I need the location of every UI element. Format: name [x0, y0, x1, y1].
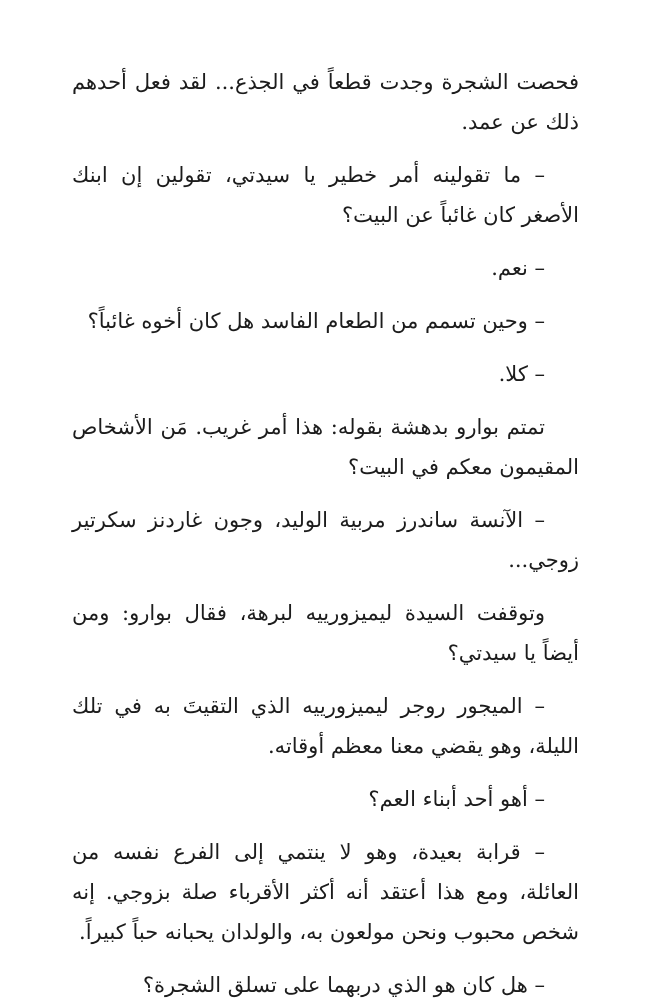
paragraph-dialogue-poisoned: – وحين تسمم من الطعام الفاسد هل كان أخوه غائباً؟	[87, 309, 545, 333]
paragraph-dialogue-distant-relative: – قرابة بعيدة، وهو لا ينتمي إلى الفرع نفسه من العائلة، ومع هذا أعتقد أنه أكثر الأقرباء صلة بزوجي. إنه شخص محبوب ونحن مولعون به، والولدان يحبانه حباً كبيراً.	[72, 840, 579, 944]
paragraph-lady-pause: وتوقفت السيدة ليميزورييه لبرهة، فقال بوارو: ومن أيضاً يا سيدتي؟	[72, 601, 579, 665]
paragraph-poirot-question: تمتم بوارو بدهشة بقوله: هذا أمر غريب. مَن الأشخاص المقيمون معكم في البيت؟	[72, 415, 579, 479]
paragraph-dialogue-no: – كلا.	[498, 362, 545, 386]
paragraph-dialogue-major-roger: – الميجور روجر ليميزورييه الذي التقيتَ به في تلك الليلة، وهو يقضي معنا معظم أوقاته.	[72, 694, 579, 758]
paragraph-dialogue-climbing: – هل كان هو الذي دربهما على تسلق الشجرة؟	[142, 973, 545, 997]
paragraph-dialogue-serious-matter: – ما تقولينه أمر خطير يا سيدتي، تقولين إن ابنك الأصغر كان غائباً عن البيت؟	[72, 163, 579, 227]
paragraph-dialogue-residents: – الآنسة ساندرز مربية الوليد، وجون غاردنز سكرتير زوجي...	[72, 508, 579, 572]
paragraph-dialogue-cousin: – أهو أحد أبناء العم؟	[368, 787, 545, 811]
paragraph-dialogue-yes: – نعم.	[491, 256, 545, 280]
paragraph-tree-cut: فحصت الشجرة وجدت قطعاً في الجذع... لقد فعل أحدهم ذلك عن عمد.	[72, 70, 579, 134]
